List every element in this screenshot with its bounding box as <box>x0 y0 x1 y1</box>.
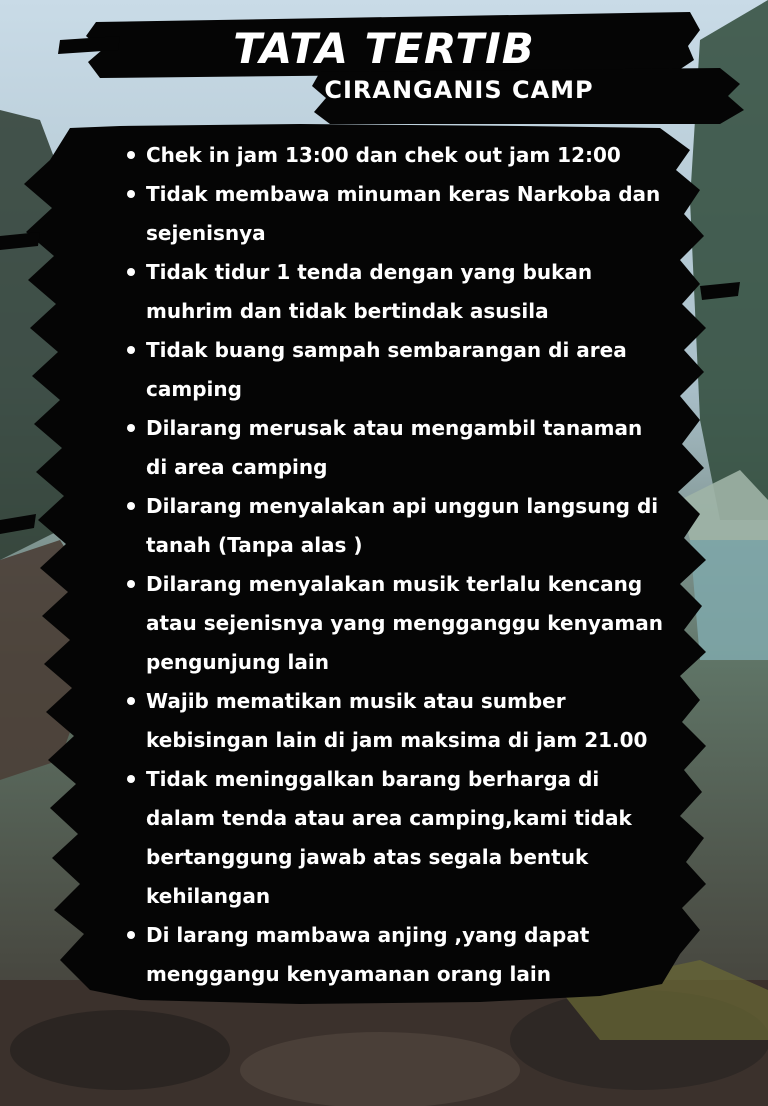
rule-item: Tidak buang sampah sembarangan di area camping <box>126 331 666 409</box>
rules-list <box>126 136 666 994</box>
rule-item: Wajib mematikan musik atau sumber kebisingan lain di jam maksima di jam 21.00 <box>126 682 666 760</box>
rule-item: Tidak tidur 1 tenda dengan yang bukan muhrim dan tidak bertindak asusila <box>126 253 666 331</box>
rule-item: Dilarang merusak atau mengambil tanaman di area camping <box>126 409 666 487</box>
rule-item: Tidak meninggalkan barang berharga di dalam tenda atau area camping,kami tidak bertanggung jawab atas segala bentuk kehilangan <box>126 760 666 916</box>
rule-item: Di larang mambawa anjing ,yang dapat menggangu kenyamanan orang lain <box>126 916 666 994</box>
poster-subtitle: CIRANGANIS CAMP <box>324 76 594 104</box>
poster-title: TATA TERTIB <box>233 24 535 73</box>
rule-item: Dilarang menyalakan musik terlalu kencang atau sejenisnya yang mengganggu kenyaman pengunjung lain <box>126 565 666 682</box>
rule-item: Chek in jam 13:00 dan chek out jam 12:00 <box>126 136 666 175</box>
rule-item: Tidak membawa minuman keras Narkoba dan sejenisnya <box>126 175 666 253</box>
rule-item: Dilarang menyalakan api unggun langsung di tanah (Tanpa alas ) <box>126 487 666 565</box>
